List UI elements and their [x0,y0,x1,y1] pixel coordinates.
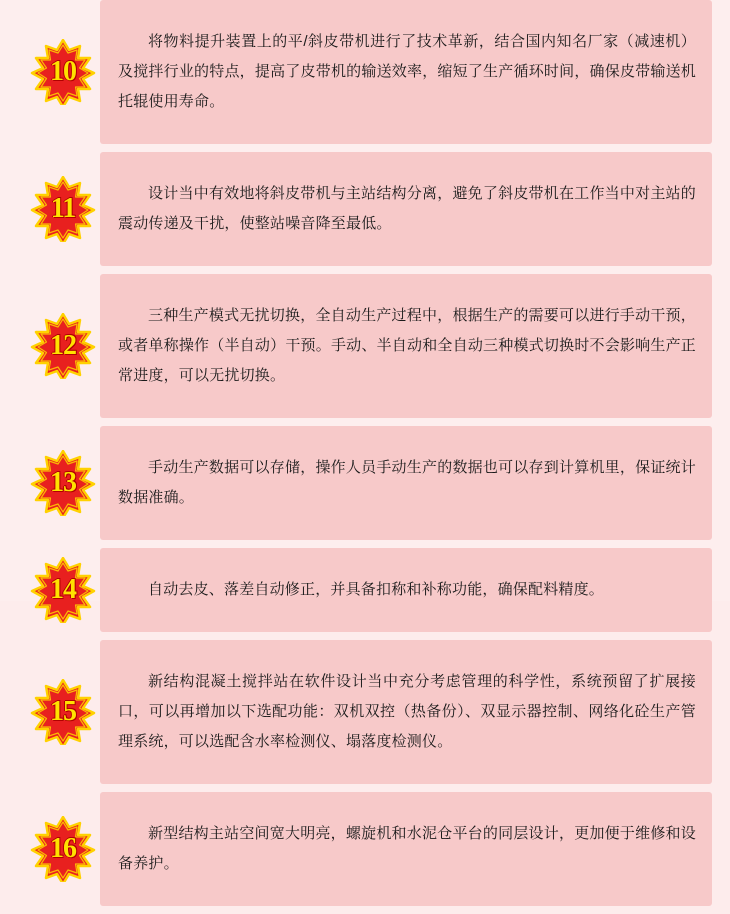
item-body [100,426,712,540]
item-text: 新型结构主站空间宽大明亮，螺旋机和水泥仓平台的同层设计，更加便于维修和设备养护。 [118,825,696,872]
item-text: 自动去皮、落差自动修正，并具备扣称和补称功能，确保配料精度。 [148,581,605,598]
list-item [0,274,730,418]
item-number-badge [30,816,96,882]
item-number-label: 10 [50,56,76,87]
list-item [0,548,730,632]
item-number-label: 16 [50,833,76,864]
item-number-label: 15 [50,696,76,727]
item-number-badge [30,679,96,745]
list-item [0,152,730,266]
item-text: 手动生产数据可以存储，操作人员手动生产的数据也可以存到计算机里，保证统计数据准确。 [118,459,696,506]
item-text: 将物料提升装置上的平/斜皮带机进行了技术革新，结合国内知名厂家（减速机）及搅拌行业的特点，提高了皮带机的输送效率，缩短了生产循环时间，确保皮带输送机托辊使用寿命。 [118,33,696,110]
item-number-label: 12 [50,330,76,361]
list-item [0,0,730,144]
item-text: 三种生产模式无扰切换，全自动生产过程中，根据生产的需要可以进行手动干预，或者单称操作（半自动）干预。手动、半自动和全自动三种模式切换时不会影响生产正常进度，可以无扰切换。 [118,307,696,384]
item-number-label: 13 [50,467,76,498]
item-body [100,152,712,266]
item-number-badge [30,450,96,516]
item-number-badge [30,176,96,242]
item-text: 新结构混凝土搅拌站在软件设计当中充分考虑管理的科学性，系统预留了扩展接口，可以再增加以下选配功能：双机双控（热备份）、双显示器控制、网络化砼生产管理系统，可以选配含水率检测仪、塌落度检测仪。 [118,673,696,750]
item-body [100,640,712,784]
item-number-label: 14 [50,574,76,605]
item-body [100,792,712,906]
list-item [0,640,730,784]
list-item [0,792,730,906]
item-number-badge [30,313,96,379]
item-body [100,274,712,418]
item-number-badge [30,39,96,105]
item-text: 设计当中有效地将斜皮带机与主站结构分离，避免了斜皮带机在工作当中对主站的震动传递及干扰，使整站噪音降至最低。 [118,185,696,232]
item-body [100,0,712,144]
item-number-label: 11 [50,193,76,224]
item-number-badge [30,557,96,623]
item-body [100,548,712,632]
list-item [0,426,730,540]
